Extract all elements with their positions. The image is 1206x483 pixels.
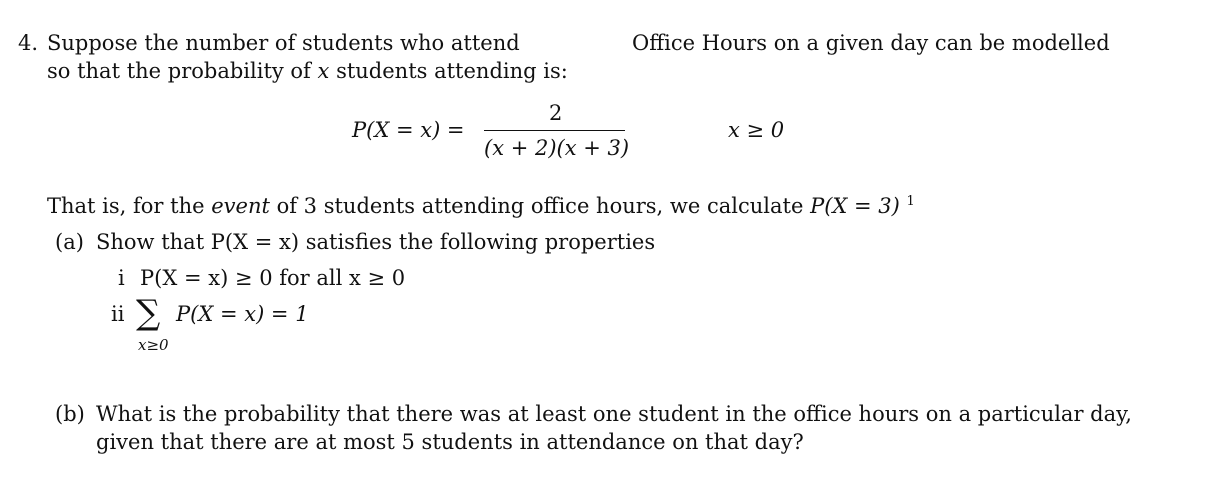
question-line2-end: students attending is: (336, 59, 568, 83)
footnote-marker: 1 (906, 194, 915, 209)
question-line1-left: Suppose the number of students who attend (47, 31, 520, 55)
summation-sigma: ∑ (136, 293, 161, 333)
formula-numerator: 2 (549, 101, 563, 125)
event-text-end: of 3 students attending office hours, we calculate (276, 194, 804, 218)
part-a-item-ii-text: P(X = x) = 1 (176, 302, 309, 326)
question-number: 4. (18, 31, 39, 55)
part-b-line1: What is the probability that there was at least one student in the office hours on a particular day, (96, 402, 1132, 426)
event-word: event (211, 194, 270, 218)
event-line (47, 195, 915, 217)
question-line2 (47, 61, 568, 82)
part-a-item-i-text: P(X = x) ≥ 0 for all x ≥ 0 (140, 266, 406, 290)
part-a-item-ii-label: ii (111, 302, 125, 326)
event-expression: P(X = 3) (810, 194, 900, 218)
question-line2-variable: x (317, 59, 330, 83)
part-b-line2: given that there are at most 5 students in attendance on that day? (96, 430, 804, 454)
part-a-item-i-label: i (118, 266, 125, 290)
part-a-label: (a) (55, 230, 84, 254)
summation-subscript: x≥0 (138, 336, 169, 354)
question-line1-right: Office Hours on a given day can be modelled (632, 31, 1110, 55)
part-a-text: Show that P(X = x) satisfies the following properties (96, 230, 656, 254)
formula-denominator: (x + 2)(x + 3) (484, 136, 630, 160)
formula-condition: x ≥ 0 (728, 118, 785, 142)
event-text-start: That is, for the (47, 194, 205, 218)
question-line2-start: so that the probability of (47, 59, 311, 83)
part-b-label: (b) (55, 402, 85, 426)
fraction-bar (484, 130, 625, 131)
formula-lhs: P(X = x) = (352, 118, 465, 142)
